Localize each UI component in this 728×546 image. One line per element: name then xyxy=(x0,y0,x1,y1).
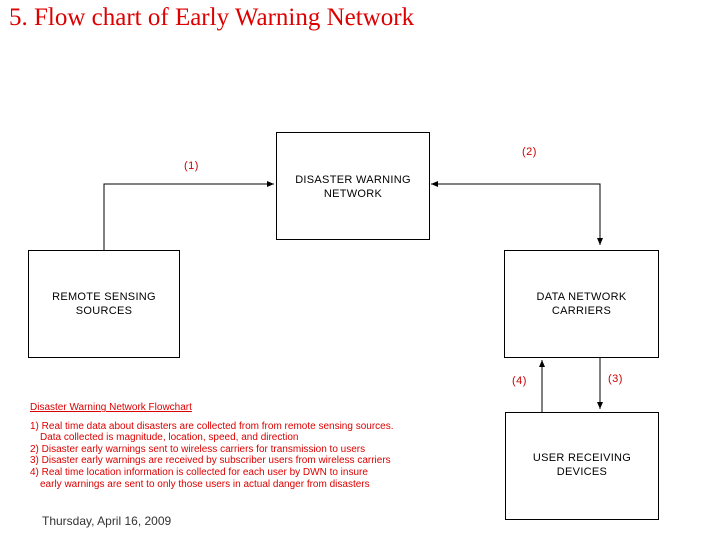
note-line: 2) Disaster early warnings sent to wireless carriers for transmission to users xyxy=(30,443,366,455)
box-label-line-2: DEVICES xyxy=(556,466,608,478)
arrow-1 xyxy=(104,184,274,250)
box-label-line-1: REMOTE SENSING xyxy=(52,291,156,303)
arrow-label-1: (1) xyxy=(184,160,199,172)
slide-title: 5. Flow chart of Early Warning Network xyxy=(9,4,415,31)
box-label-line-1: DATA NETWORK xyxy=(536,291,627,303)
box-label-line-2: CARRIERS xyxy=(551,305,612,317)
note-line: Data collected is magnitude, location, speed, and direction xyxy=(40,432,299,444)
arrow-label-3: (3) xyxy=(608,373,623,385)
remote-sensing-sources-box xyxy=(28,250,180,358)
note-line: 3) Disaster early warnings are received by subscriber users from wireless carriers xyxy=(30,455,391,467)
flowchart-notes xyxy=(30,402,394,490)
slide-footer-date: Thursday, April 16, 2009 xyxy=(42,514,172,528)
note-line: 4) Real time location information is collected for each user by DWN to insure xyxy=(30,466,368,478)
data-network-carriers-box xyxy=(504,250,659,358)
disaster-warning-network-box xyxy=(276,132,430,240)
box-label-line-1: USER RECEIVING xyxy=(532,452,632,464)
note-line: early warnings are sent to only those users in actual danger from disasters xyxy=(40,478,370,490)
box-label-line-2: NETWORK xyxy=(323,188,383,200)
notes-heading: Disaster Warning Network Flowchart xyxy=(30,402,192,413)
arrow-label-4: (4) xyxy=(512,375,527,387)
arrow-label-2: (2) xyxy=(522,146,537,158)
user-receiving-devices-box xyxy=(505,412,659,520)
box-label-line-2: SOURCES xyxy=(75,305,133,317)
note-line: 1) Real time data about disasters are collected from from remote sensing sources. xyxy=(30,420,394,432)
arrow-2 xyxy=(431,184,600,242)
box-label-line-1: DISASTER WARNING xyxy=(295,174,411,186)
